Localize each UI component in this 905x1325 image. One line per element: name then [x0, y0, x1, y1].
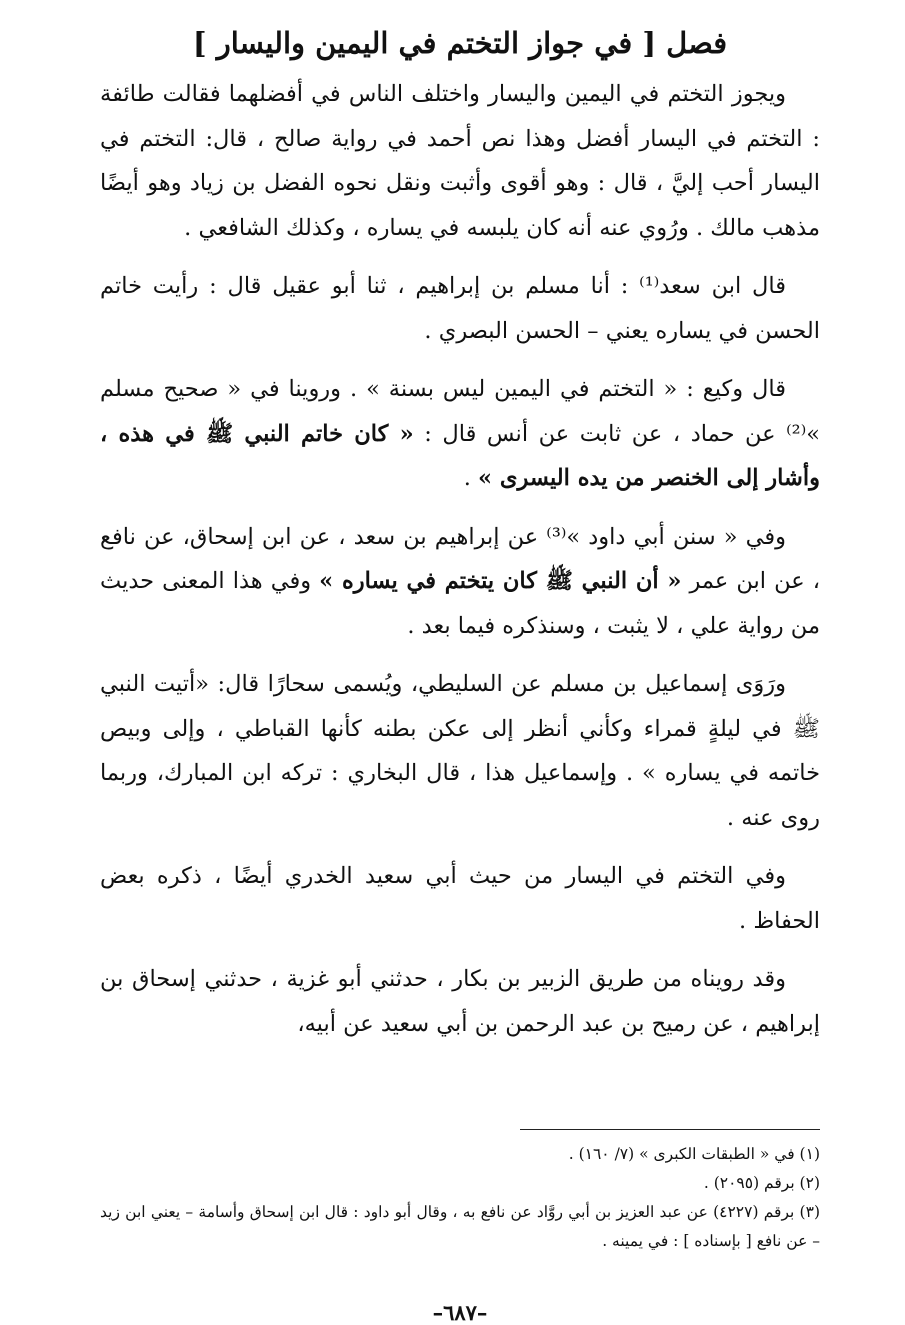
footnote-divider — [520, 1129, 820, 1130]
footnotes — [100, 1140, 820, 1256]
book-page — [100, 18, 820, 1323]
chapter-title: فصل [ في جواز التختم في اليمين واليسار ] — [192, 26, 728, 60]
hadith-quote: « كان خاتم النبي ﷺ في هذه ، وأشار إلى الخنصر من يده اليسرى » — [100, 420, 820, 491]
paragraph-4 — [100, 515, 820, 649]
paragraph-7 — [100, 957, 820, 1046]
paragraph-1 — [100, 72, 820, 250]
paragraph-text: وفي « سنن أبي داود »⁽³⁾ عن إبراهيم بن سعد ، عن ابن إسحاق، عن نافع ، عن ابن عمر — [100, 523, 821, 594]
hadith-quote: « أن النبي ﷺ كان يتختم في يساره » — [319, 568, 682, 594]
footnote-3: (٣) برقم (٤٢٢٧) عن عبد العزيز بن أبي روَّاد عن نافع به ، وقال أبو داود : قال ابن إسحاق وأسامة – يعني ابن زيد – عن نافع [ بإسناده ] : في يمينه . — [100, 1203, 820, 1250]
paragraph-2 — [100, 264, 820, 353]
paragraph-text: وقد رويناه من طريق الزبير بن بكار ، حدثني أبو غزية ، حدثني إسحاق بن إبراهيم ، عن رميح بن عبد الرحمن بن أبي سعيد عن أبيه، — [100, 966, 820, 1037]
paragraph-text: ورَوَى إسماعيل بن مسلم عن السليطي، ويُسمى سحارًا قال: «أتيت النبي ﷺ في ليلةٍ قمراء وكأني أنظر إلى عكن بطنه كأنها القباطي ، وإلى وبيص خاتمه في يساره » . وإسماعيل هذا ، قال البخاري : تركه ابن المبارك، وربما روى عنه . — [100, 671, 820, 831]
paragraph-5 — [100, 662, 820, 840]
paragraph-3 — [100, 367, 820, 501]
paragraph-text: وفي هذا المعنى حديث من رواية علي ، لا يثبت ، وسنذكره فيما بعد . — [100, 568, 820, 639]
paragraph-text: وفي التختم في اليسار من حيث أبي سعيد الخدري أيضًا ، ذكره بعض الحفاظ . — [100, 863, 820, 934]
paragraph-text: ويجوز التختم في اليمين واليسار واختلف الناس في أفضلهما فقالت طائفة : التختم في اليسار أفضل وهذا نص أحمد في رواية صالح ، قال: التختم في اليسار أحب إليَّ ، قال : وهو أقوى وأثبت ونقل نحوه الفضل بن زياد وهو أيضًا مذهب مالك . ورُوي عنه أنه كان يلبسه في يساره ، وكذلك الشافعي . — [100, 81, 820, 241]
paragraph-text: قال ابن سعد⁽¹⁾ : أنا مسلم بن إبراهيم ، ثنا أبو عقيل قال : رأيت خاتم الحسن في يساره يعني – الحسن البصري . — [100, 273, 820, 344]
footnote-1: (١) في « الطبقات الكبرى » (٧/ ١٦٠) . — [568, 1145, 820, 1163]
paragraph-text: قال وكيع : « التختم في اليمين ليس بسنة » . وروينا في « صحيح مسلم »⁽²⁾ عن حماد ، عن ثابت عن أنس قال : — [100, 376, 820, 447]
footnote-2: (٢) برقم (٢٠٩٥) . — [703, 1174, 820, 1192]
paragraph-text: . — [463, 465, 478, 491]
page-number: –٦٨٧– — [432, 1300, 488, 1325]
paragraph-6 — [100, 854, 820, 943]
